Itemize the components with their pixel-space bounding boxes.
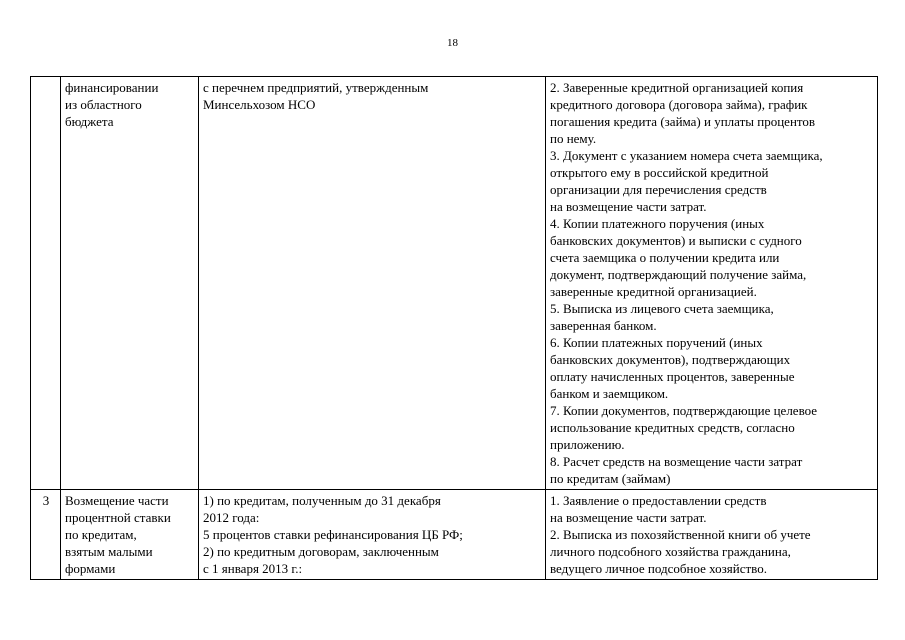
measure-name-line: формами xyxy=(65,561,116,576)
page-number: 18 xyxy=(447,37,458,49)
measure-name-line: взятым малыми xyxy=(65,544,153,559)
conditions-line: 2012 года: xyxy=(203,510,260,525)
documents-line: по кредитам (займам) xyxy=(550,471,671,486)
documents-line: 7. Копии документов, подтверждающие целевое xyxy=(550,403,818,418)
conditions-line: 1) по кредитам, полученным до 31 декабря xyxy=(203,493,441,508)
row-number-cell: 3 xyxy=(31,490,61,580)
documents-line: приложению. xyxy=(550,437,625,452)
table-row xyxy=(31,77,878,490)
documents-line: заверенные кредитной организацией. xyxy=(550,284,757,299)
measure-name-line: процентной ставки xyxy=(65,510,171,525)
documents-line: ведущего личное подсобное хозяйство. xyxy=(550,561,767,576)
conditions-line: Минсельхозом НСО xyxy=(203,97,316,112)
measure-name-cell xyxy=(61,77,199,490)
documents-line: использование кредитных средств, согласно xyxy=(550,420,795,435)
documents-line: документ, подтверждающий получение займа, xyxy=(550,267,807,282)
measure-name-line: бюджета xyxy=(65,114,114,129)
conditions-line: с перечнем предприятий, утвержденным xyxy=(203,80,429,95)
conditions-line: 5 процентов ставки рефинансирования ЦБ РФ; xyxy=(203,527,463,542)
documents-line: 6. Копии платежных поручений (иных xyxy=(550,335,763,350)
documents-line: личного подсобного хозяйства гражданина, xyxy=(550,544,791,559)
documents-line: банковских документов) и выписки с судного xyxy=(550,233,802,248)
documents-line: на возмещение части затрат. xyxy=(550,199,707,214)
documents-line: организации для перечисления средств xyxy=(550,182,767,197)
documents-line: погашения кредита (займа) и уплаты процентов xyxy=(550,114,816,129)
documents-line: 2. Заверенные кредитной организацией копия xyxy=(550,80,804,95)
documents-line: 4. Копии платежного поручения (иных xyxy=(550,216,765,231)
conditions-line: 2) по кредитным договорам, заключенным xyxy=(203,544,439,559)
measure-name-line: из областного xyxy=(65,97,142,112)
row-number-cell xyxy=(31,77,61,490)
documents-line: 3. Документ с указанием номера счета заемщика, xyxy=(550,148,823,163)
documents-cell xyxy=(546,490,878,580)
measure-name-line: Возмещение части xyxy=(65,493,169,508)
documents-line: счета заемщика о получении кредита или xyxy=(550,250,780,265)
documents-line: банком и заемщиком. xyxy=(550,386,669,401)
conditions-line: с 1 января 2013 г.: xyxy=(203,561,303,576)
documents-line: открытого ему в российской кредитной xyxy=(550,165,769,180)
documents-line: 1. Заявление о предоставлении средств xyxy=(550,493,767,508)
documents-line: по нему. xyxy=(550,131,597,146)
document-table xyxy=(30,76,878,580)
documents-line: 5. Выписка из лицевого счета заемщика, xyxy=(550,301,774,316)
measure-name-line: финансировании xyxy=(65,80,159,95)
documents-line: 8. Расчет средств на возмещение части затрат xyxy=(550,454,803,469)
measure-name-line: по кредитам, xyxy=(65,527,137,542)
documents-line: заверенная банком. xyxy=(550,318,657,333)
documents-line: на возмещение части затрат. xyxy=(550,510,707,525)
measure-name-cell xyxy=(61,490,199,580)
documents-cell xyxy=(546,77,878,490)
documents-line: 2. Выписка из похозяйственной книги об учете xyxy=(550,527,811,542)
documents-line: кредитного договора (договора займа), график xyxy=(550,97,808,112)
documents-line: оплату начисленных процентов, заверенные xyxy=(550,369,795,384)
table-row xyxy=(31,490,878,580)
conditions-cell xyxy=(199,490,546,580)
documents-line: банковских документов), подтверждающих xyxy=(550,352,791,367)
conditions-cell xyxy=(199,77,546,490)
